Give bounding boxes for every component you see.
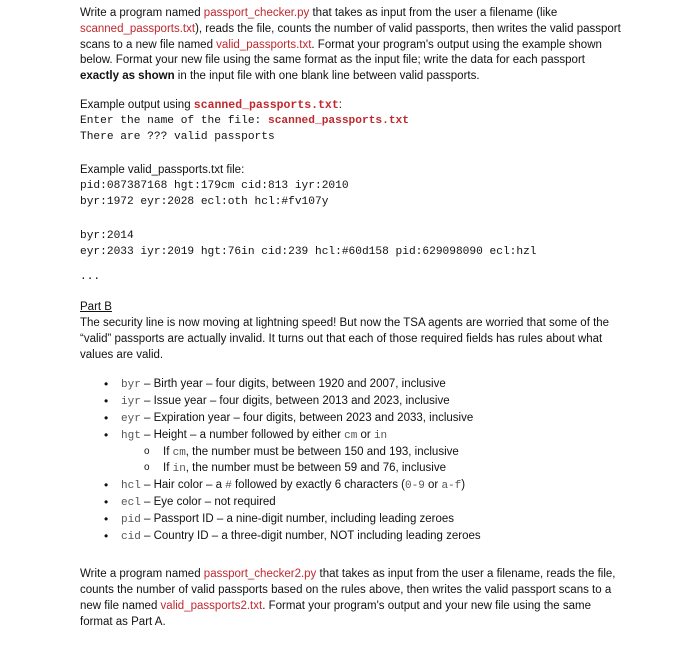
- range-code: 0-9: [405, 480, 425, 493]
- field-code: iyr: [121, 396, 141, 409]
- field-code: eyr: [121, 412, 141, 425]
- intro-text: ), reads the file, counts the number of valid passports, then writes the valid passport scans to a new file named: [80, 22, 621, 51]
- unit-code: in: [172, 463, 186, 476]
- program-filename: passport_checker.py: [203, 7, 310, 19]
- passport-2-line-2: eyr:2033 iyr:2019 hgt:76in cid:239 hcl:#60d158 pid:629098090 ecl:hzl: [80, 245, 537, 258]
- part-b-description: The security line is now moving at lightning speed! But now the TSA agents are worried that some of the “valid” passports are actually invalid. It turns out that each of those required fields has rules about what values are valid.: [80, 316, 610, 361]
- rule-text: or: [357, 428, 374, 441]
- example-output-line-2: There are ??? valid passports: [80, 130, 275, 143]
- ellipsis: ...: [80, 271, 101, 284]
- part-b-final-paragraph: [80, 567, 625, 630]
- field-code: byr: [121, 379, 141, 392]
- rule-byr: [80, 377, 625, 394]
- intro-text: . Format your program's output using the example shown below. Format your new file using the same format as the input file; write the data for each passport: [80, 38, 602, 67]
- rule-text: – Eye color – not required: [140, 495, 276, 508]
- range-code: a-f: [441, 480, 462, 493]
- rule-iyr: [80, 394, 625, 411]
- example-output-line-1: [80, 114, 625, 130]
- prompt-filename: scanned_passports.txt: [267, 114, 409, 127]
- prompt-text: Enter the name of the file:: [80, 114, 268, 127]
- input-filename: scanned_passports.txt: [80, 22, 196, 35]
- intro-text: Write a program named: [80, 7, 204, 19]
- hash-code: #: [225, 480, 232, 493]
- output-filename: valid_passports.txt: [216, 38, 312, 51]
- final-text: Write a program named: [80, 568, 204, 581]
- rule-text: – Issue year – four digits, between 2013 and 2023, inclusive: [140, 395, 450, 408]
- field-code: cid: [121, 530, 141, 543]
- label-text: Example output using: [80, 98, 194, 111]
- unit-code: in: [373, 429, 388, 442]
- part-b-heading: Part B: [80, 301, 112, 314]
- unit-code: cm: [344, 429, 358, 442]
- rule-text: followed by exactly 6 characters (: [231, 479, 406, 492]
- rule-text: , the number must be between 150 and 193, inclusive: [185, 445, 459, 458]
- final-text: . Format your program's output and your new file using the same format as Part A.: [80, 599, 592, 628]
- example-output-label: [80, 98, 625, 114]
- document: [80, 6, 625, 631]
- intro-paragraph: [80, 6, 625, 85]
- field-code: hcl: [121, 480, 141, 493]
- emphasis-text: exactly as shown: [80, 70, 175, 83]
- output2-filename: valid_passports2.txt: [160, 599, 263, 612]
- rule-hgt-in: [80, 461, 625, 478]
- rule-text: If: [163, 462, 173, 475]
- rule-pid: [80, 512, 625, 529]
- passport-1-line-1: pid:087387168 hgt:179cm cid:813 iyr:2010: [80, 180, 349, 193]
- rule-text: ): [461, 479, 466, 492]
- rule-text: – Hair color – a: [140, 479, 226, 492]
- final-text: that takes as input from the user a filename, reads the file, counts the number of valid passports based on the rules above, then writes the valid passport scans to a new file named: [80, 568, 616, 612]
- rule-cid: [80, 529, 625, 546]
- rule-hgt-cm: [80, 445, 625, 462]
- passport-1-line-2: byr:1972 eyr:2028 ecl:oth hcl:#fv107y: [80, 195, 329, 208]
- passport-2-line-1: byr:2014: [80, 229, 134, 242]
- rule-text: – Passport ID – a nine-digit number, including leading zeroes: [140, 512, 455, 525]
- rule-text: If: [163, 445, 173, 458]
- field-code: hgt: [121, 429, 141, 442]
- rule-eyr: [80, 411, 625, 428]
- example-input-filename: scanned_passports.txt: [193, 98, 339, 112]
- rule-text: or: [424, 479, 442, 492]
- rules-list: [80, 377, 625, 545]
- intro-text: in the input file with one blank line between valid passports.: [174, 70, 480, 83]
- label-colon: :: [338, 98, 342, 111]
- rule-text: – Expiration year – four digits, between 2023 and 2033, inclusive: [140, 411, 474, 424]
- example-file-label: Example valid_passports.txt file:: [80, 164, 245, 177]
- rule-hcl: [80, 478, 625, 495]
- field-code: ecl: [121, 496, 141, 509]
- program2-filename: passport_checker2.py: [203, 568, 317, 581]
- rule-text: – Birth year – four digits, between 1920 and 2007, inclusive: [140, 378, 446, 391]
- rule-ecl: [80, 495, 625, 512]
- rule-text: – Country ID – a three-digit number, NOT including leading zeroes: [140, 529, 481, 542]
- intro-text: that takes as input from the user a filename (like: [309, 7, 558, 19]
- rule-hgt: [80, 428, 625, 445]
- rule-text: – Height – a number followed by either: [140, 428, 345, 441]
- field-code: pid: [121, 513, 141, 526]
- rule-text: , the number must be between 59 and 76, inclusive: [185, 462, 446, 475]
- unit-code: cm: [172, 446, 186, 459]
